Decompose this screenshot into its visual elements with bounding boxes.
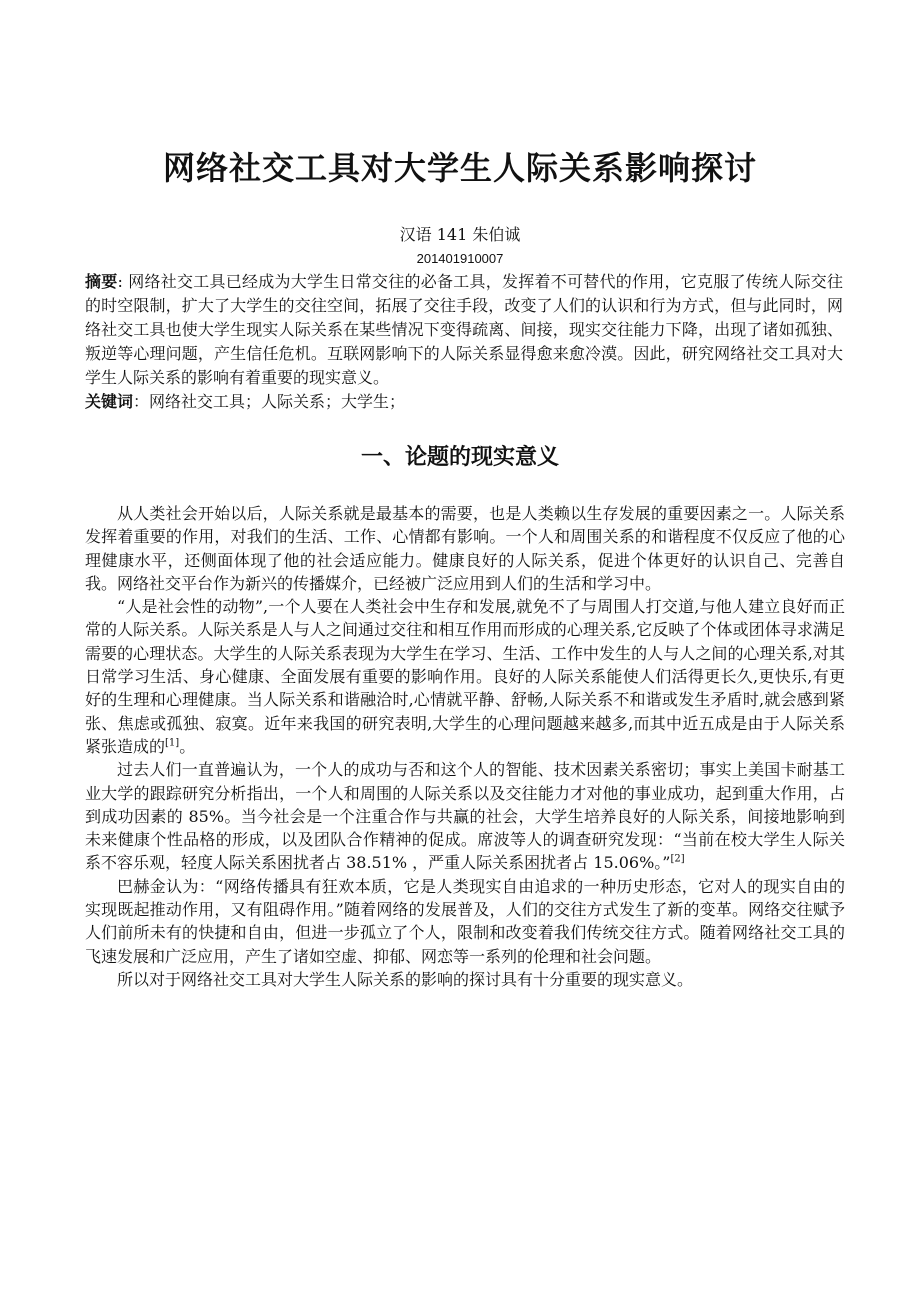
keywords-text: ：网络社交工具；人际关系；大学生； xyxy=(133,392,406,411)
abstract-block xyxy=(85,270,843,414)
citation-2: [2] xyxy=(670,854,685,866)
keywords-paragraph xyxy=(85,390,843,414)
keywords-label: 关键词 xyxy=(85,392,134,411)
body-text xyxy=(85,502,845,991)
paragraph-4: 巴赫金认为：“网络传播具有狂欢本质，它是人类现实自由追求的一种历史形态，它对人的现实自由的实现既起推动作用，又有阻碍作用。”随着网络的发展普及，人们的交往方式发生了新的变革。网络交往赋予人们前所未有的快捷和自由，但进一步孤立了个人，限制和改变着我们传统交往方式。随着网络社交工具的飞速发展和广泛应用，产生了诸如空虚、抑郁、网恋等一系列的伦理和社会问题。 xyxy=(85,876,845,966)
paper-title: 网络社交工具对大学生人际关系影响探讨 xyxy=(162,149,757,187)
section-heading: 一、论题的现实意义 xyxy=(360,445,559,470)
author-line: 汉语 141 朱伯诚 xyxy=(399,225,521,244)
paragraph-1: 从人类社会开始以后，人际关系就是最基本的需要，也是人类赖以生存发展的重要因素之一。人际关系发挥着重要的作用，对我们的生活、工作、心情都有影响。一个人和周围关系的和谐程度不仅反应了他的心理健康水平，还侧面体现了他的社会适应能力。健康良好的人际关系，促进个体更好的认识自己、完善自我。网络社交平台作为新兴的传播媒介，已经被广泛应用到人们的生活和学习中。 xyxy=(85,504,845,593)
paragraph-5: 所以对于网络社交工具对大学生人际关系的影响的探讨具有十分重要的现实意义。 xyxy=(117,969,694,989)
abstract-label: 摘要 xyxy=(85,272,118,291)
abstract-paragraph xyxy=(85,270,843,390)
paragraph-2-text: “人是社会性的动物”,一个人要在人类社会中生存和发展,就免不了与周围人打交道,与他人建立良好而正常的人际关系。人际关系是人与人之间通过交往和相互作用而形成的心理关系,它反映了个体或团体寻求满足需要的心理状态。大学生的人际关系表现为大学生在学习、生活、工作中发生的人与人之间的心理关系,对其日常学习生活、身心健康、全面发展有重要的影响作用。良好的人际关系能使人们活得更长久,更快乐,有更好的生理和心理健康。当人际关系和谐融洽时,心情就平静、舒畅,人际关系不和谐或发生矛盾时,就会感到紧张、焦虑或孤独、寂寞。近年来我国的研究表明,大学生的心理问题越来越多,而其中近五成是由于人际关系紧张造成的 xyxy=(85,597,845,756)
paragraph-3 xyxy=(85,758,845,874)
paragraph-2-end: 。 xyxy=(179,736,196,756)
citation-1: [1] xyxy=(165,737,180,749)
student-id: 201401910007 xyxy=(416,251,504,266)
abstract-text: : 网络社交工具已经成为大学生日常交往的必备工具，发挥着不可替代的作用，它克服了传统人际交往的时空限制，扩大了大学生的交往空间，拓展了交往手段，改变了人们的认识和行为方式，但与此同时，网络社交工具也使大学生现实人际关系在某些情况下变得疏离、间接，现实交往能力下降，出现了诸如孤独、叛逆等心理问题，产生信任危机。互联网影响下的人际关系显得愈来愈冷漠。因此，研究网络社交工具对大学生人际关系的影响有着重要的现实意义。 xyxy=(85,272,843,387)
paragraph-3-text: 过去人们一直普遍认为，一个人的成功与否和这个人的智能、技术因素关系密切；事实上美国卡耐基工业大学的跟踪研究分析指出，一个人和周围的人际关系以及交往能力才对他的事业成功，起到重大作用，占到成功因素的 85%。当今社会是一个注重合作与共赢的社会，大学生培养良好的人际关系，间接地影响到未来健康个性品格的形成，以及团队合作精神的促成。席波等人的调查研究发现：“当前在校大学生人际关系不容乐观，轻度人际关系困扰者占 38.51% ，严重人际关系困扰者占 15.06%。” xyxy=(85,760,845,873)
paragraph-2 xyxy=(85,595,845,758)
